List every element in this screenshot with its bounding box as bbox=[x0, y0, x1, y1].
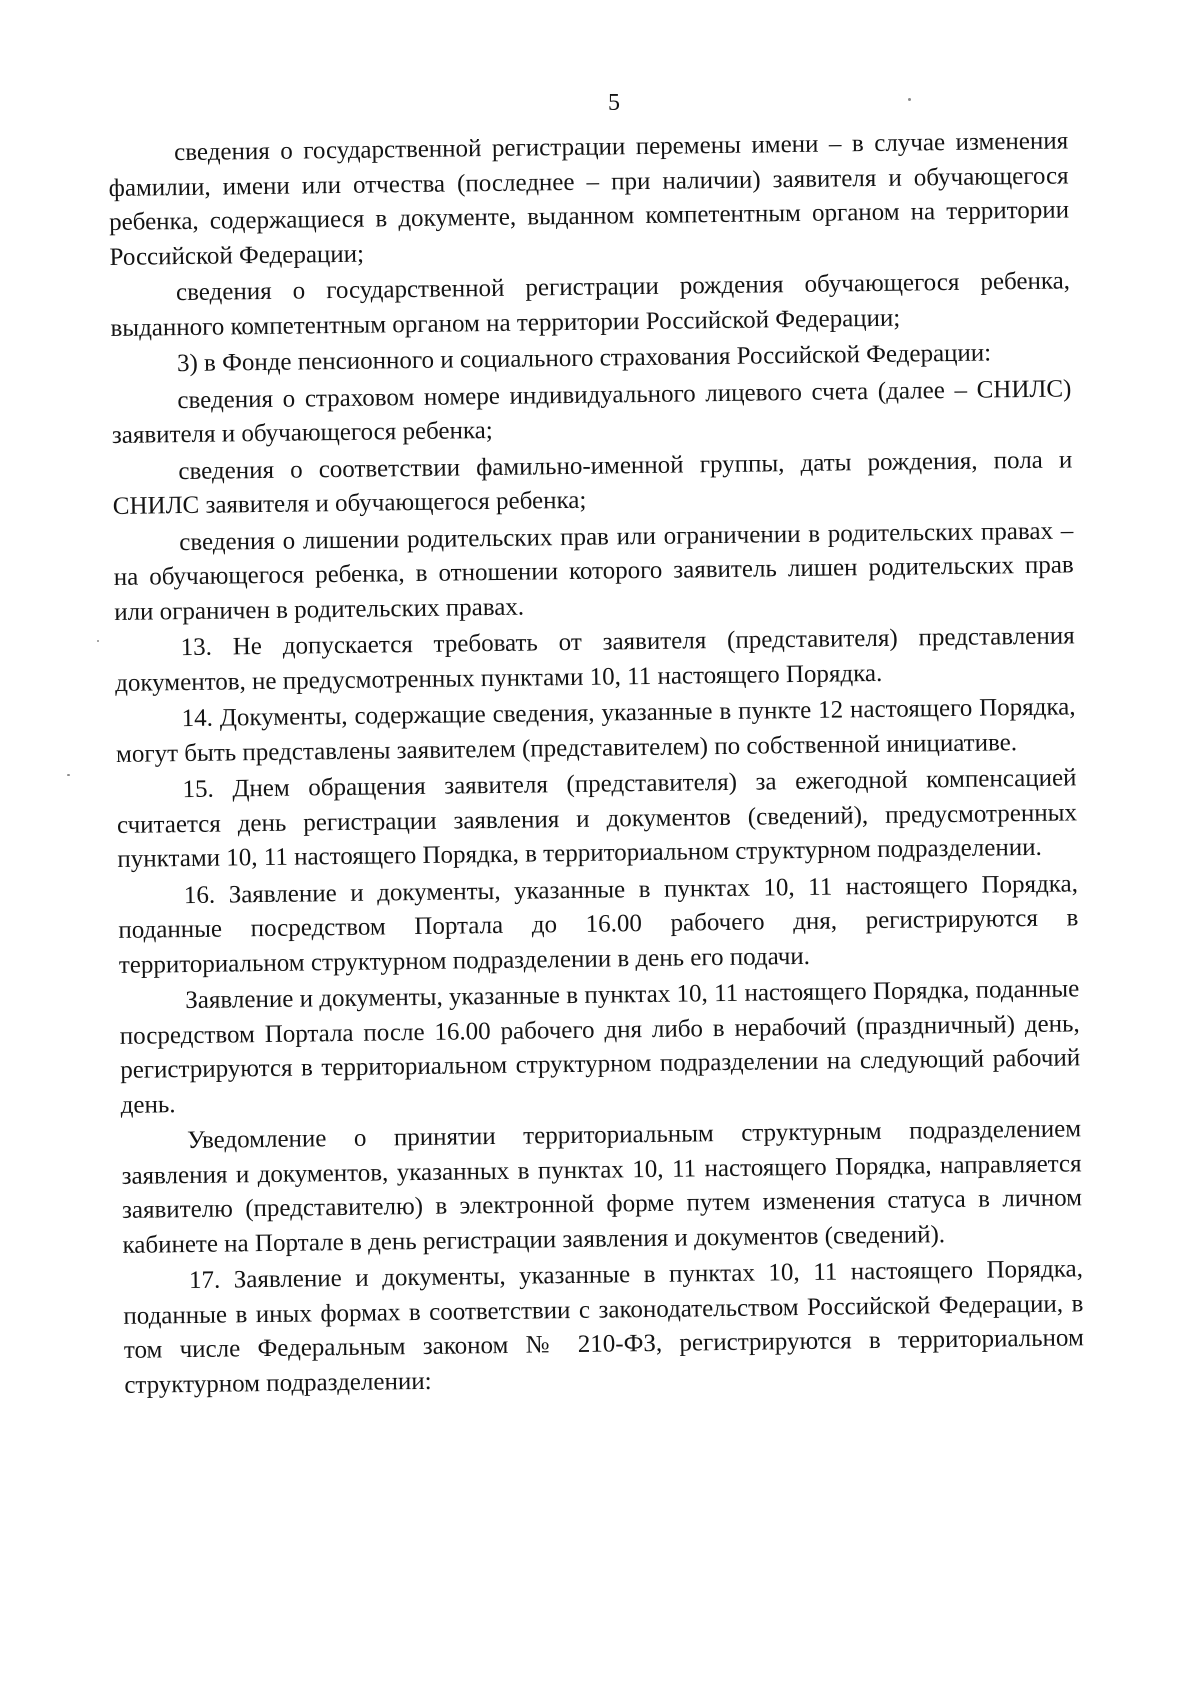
page-number: 5 bbox=[608, 90, 620, 116]
paragraph-item-16: 16. Заявление и документы, указанные в пунктах 10, 11 настоящего Порядка, поданные посредством Портала до 16.00 рабочего дня, регистрируются в территориальном структурном подразделении в день его подачи. bbox=[118, 869, 1079, 979]
paragraph-item-15: 15. Днем обращения заявителя (представителя) за ежегодной компенсацией считается день регистрации заявления и документов (сведений), предусмотренных пунктами 10, 11 настоящего Порядка, в территориальном структурном подразделении. bbox=[116, 764, 1078, 873]
paragraph-birth-registration-info: сведения о государственной регистрации рождения обучающегося ребенка, выданного компетентным органом на территории Российской Федерации; bbox=[110, 267, 1071, 342]
paragraph-parental-rights: сведения о лишении родительских прав или ограничении в родительских правах – на обучающегося ребенка, в отношении которого заявитель лишен родительских прав или ограничен в родительских правах. bbox=[113, 516, 1074, 626]
paragraph-item-14: 14. Документы, содержащие сведения, указанные в пункте 12 настоящего Порядка, могут быть представлены заявителем (представителем) по собственной инициативе. bbox=[115, 693, 1076, 768]
scan-speck bbox=[908, 98, 911, 101]
paragraph-item-17: 17. Заявление и документы, указанные в пунктах 10, 11 настоящего Порядка, поданные в иных формах в соответствии с законодательством Российской Федерации, в том числе Федеральным законом № 210-ФЗ, регистрируются в территориальном структурном подразделении: bbox=[123, 1255, 1084, 1399]
paragraph-snils-info: сведения о страховом номере индивидуального лицевого счета (далее – СНИЛС) заявителя и обучающегося ребенка; bbox=[111, 374, 1072, 449]
scan-speck bbox=[97, 640, 99, 642]
paragraph-item-16-after-hours: Заявление и документы, указанные в пунктах 10, 11 настоящего Порядка, поданные посредством Портала после 16.00 рабочего дня либо в нерабочий (праздничный) день, регистрируются в территориальном структурном подразделении на следующий рабочий день. bbox=[119, 975, 1081, 1119]
paragraph-name-group-match: сведения о соответствии фамильно-именной группы, даты рождения, пола и СНИЛС заявителя и обучающегося ребенка; bbox=[112, 445, 1073, 520]
paragraph-name-change-info: сведения о государственной регистрации перемены имени – в случае изменения фамилии, имени или отчества (последнее – при наличии) заявителя и обучающегося ребенка, содержащиеся в документе, выданном компетентным органом на территории Российской Федерации; bbox=[108, 127, 1070, 271]
paragraph-item-13: 13. Не допускается требовать от заявителя (представителя) представления документов, не предусмотренных пунктами 10, 11 настоящего Порядка. bbox=[114, 622, 1075, 697]
paragraph-pension-fund: 3) в Фонде пенсионного и социального страхования Российской Федерации: bbox=[176, 339, 992, 378]
scan-speck bbox=[67, 774, 70, 776]
document-body bbox=[108, 124, 1085, 1404]
paragraph-item-16-notification: Уведомление о принятии территориальным структурным подразделением заявления и документов, указанных в пунктах 10, 11 настоящего Порядка, направляется заявителю (представителю) в электронной форме путем изменения статуса в личном кабинете на Портале в день регистрации заявления и документов (сведений). bbox=[121, 1115, 1083, 1259]
